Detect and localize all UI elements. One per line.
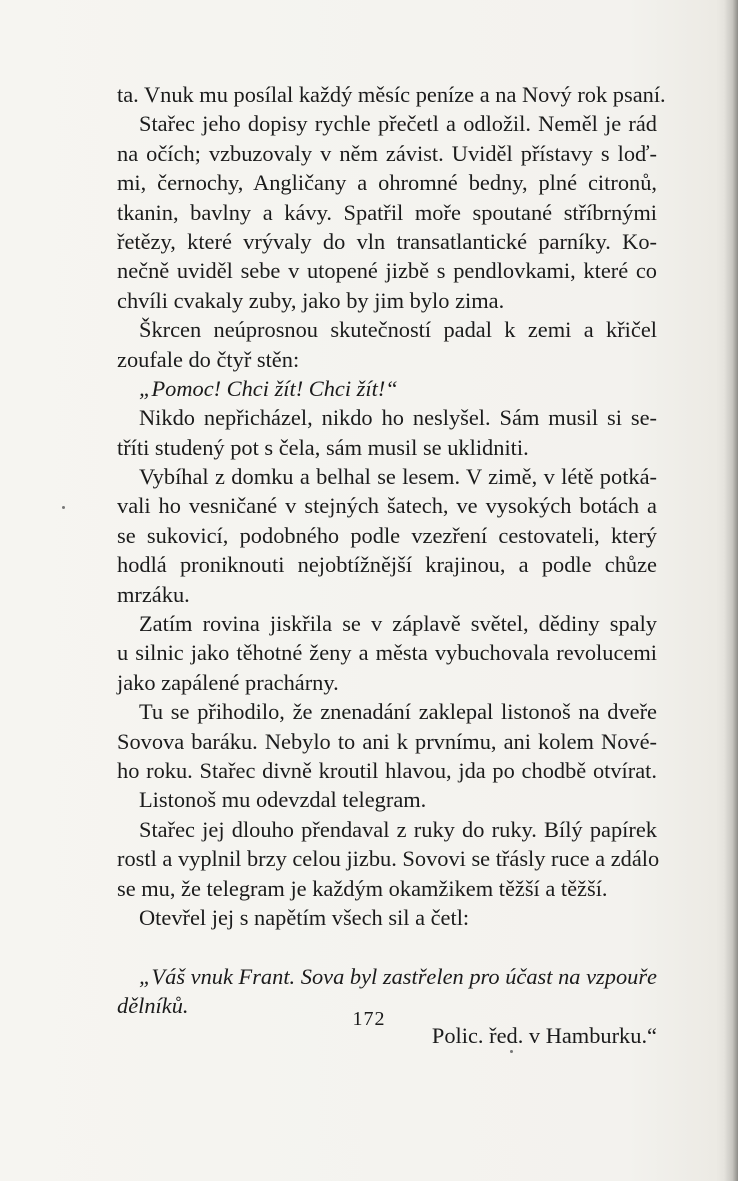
blank-line [117,932,657,961]
text-line: Nikdo nepřicházel, nikdo ho neslyšel. Sám musil si se- [139,405,657,431]
text-line: ta. Vnuk mu posílal každý měsíc peníze a na Nový rok psaní. [117,82,666,107]
text-line: jako zapálené prachárny. [117,669,339,695]
paper-speck [62,506,65,509]
text-line: Stařec jej dlouho přendaval z ruky do ruky. Bílý papírek [139,816,657,842]
text-line: Vybíhal z domku a belhal se lesem. V zimě, v létě potká- [139,464,657,490]
text-line: u silnic jako těhotné ženy a města vybuchovala revolucemi [117,640,657,666]
text-line: mi, černochy, Angličany a ohromné bedny, plné citronů, [117,170,657,196]
text-line: mrzáku. [117,581,190,607]
text-line: nečně uviděl sebe v utopené jizbě s pendlovkami, které co [117,258,657,284]
text-line: chvíli cvakaly zuby, jako by jim bylo zima. [117,287,505,313]
text-line: se mu, že telegram je každým okamžikem těžší a těžší. [117,875,608,901]
page-number: 172 [352,1008,386,1030]
paper-speck [510,1050,513,1053]
text-line: ho roku. Stařec divně kroutil hlavou, jda po chodbě otvírat. [117,757,657,783]
text-line: Stařec jeho dopisy rychle přečetl a odložil. Neměl je rád [139,111,657,137]
text-line: Listonoš mu odevzdal telegram. [139,787,427,813]
text-line: Tu se přihodilo, že znenadání zaklepal listonoš na dveře [139,699,657,725]
body-text [117,80,666,1050]
page-edge-shadow [724,0,738,1181]
text-line: „Pomoc! Chci žít! Chci žít!“ [139,375,398,401]
telegram-line: „Váš vnuk Frant. Sova byl zastřelen pro účast na vzpouře [139,963,657,989]
telegram-line: dělníků. [117,993,189,1019]
telegram-signature: Polic. řed. v Hamburku.“ [431,1022,657,1048]
text-line: vali ho vesničané v stejných šatech, ve vysokých botách a [117,493,657,519]
text-line: Otevřel jej s napětím všech sil a četl: [139,904,470,930]
text-line: řetězy, které vrývaly do vln transatlantické parníky. Ko- [117,228,657,254]
text-line: tříti studený pot s čela, sám musil se uklidniti. [117,434,529,460]
text-line: na očích; vzbuzovaly v něm závist. Uviděl přístavy s loď- [117,140,657,166]
text-line: Sovova baráku. Nebylo to ani k prvnímu, ani kolem Nové- [117,728,657,754]
text-line: Zatím rovina jiskřila se v záplavě světel, dědiny spaly [139,611,657,637]
text-line: zoufale do čtyř stěn: [117,346,300,372]
text-line: tkanin, bavlny a kávy. Spatřil moře spoutané stříbrnými [117,199,657,225]
text-line: se sukovicí, podobného podle vzezření cestovateli, který [117,522,657,548]
text-line: Škrcen neúprosnou skutečností padal k zemi a křičel [139,317,657,343]
text-line: rostl a vyplnil brzy celou jizbu. Sovovi se třásly ruce a zdálo [117,846,660,872]
text-line: hodlá proniknouti nejobtížnější krajinou, a podle chůze [117,552,657,578]
